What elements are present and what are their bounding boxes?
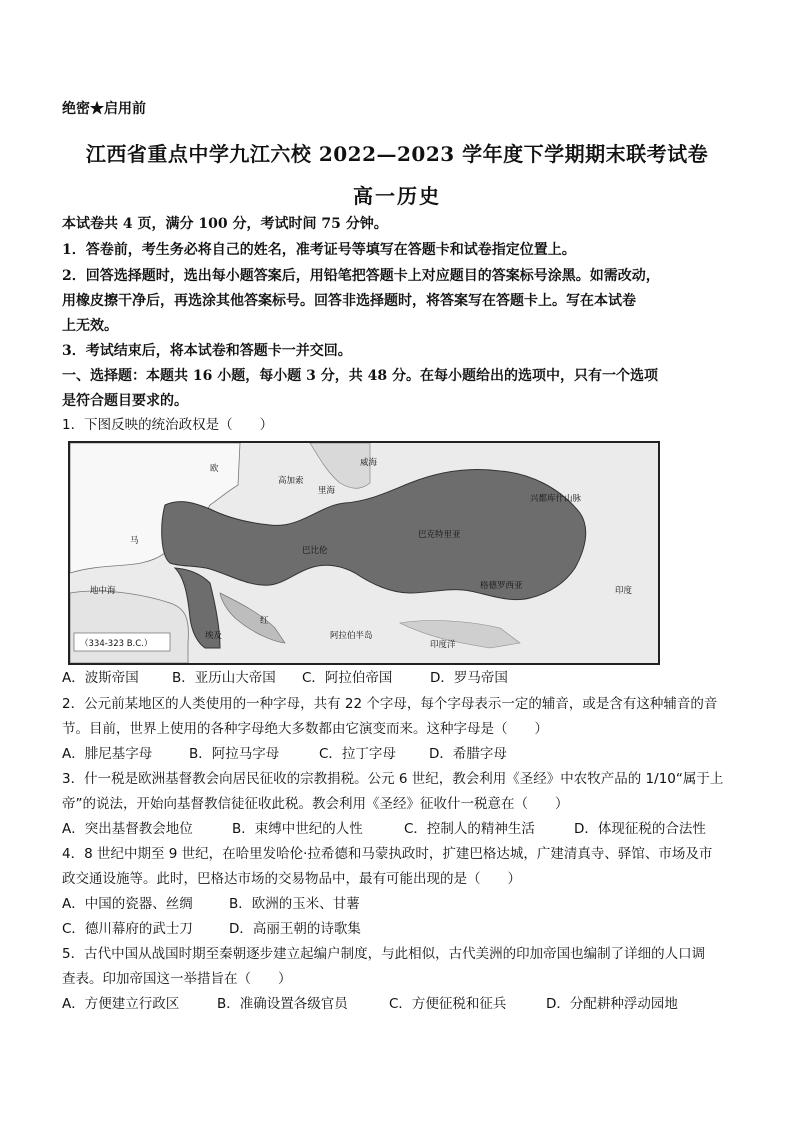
- question-3-stem: 3．什一税是欧洲基督教会向居民征收的宗教捐税。公元 6 世纪，教会利用《圣经》中农牧产品的 1/10“属于上: [62, 771, 724, 787]
- question-5-stem: 5．古代中国从战国时期至秦朝逐步建立起编户制度，与此相似，古代美洲的印加帝国也编制了详细的人口调: [62, 946, 706, 962]
- option-d[interactable]: D．高丽王朝的诗歌集: [229, 921, 361, 937]
- option-a[interactable]: A．腓尼基字母: [62, 746, 153, 762]
- question-2-options: [62, 744, 742, 764]
- instruction-line: 1．答卷前，考生务必将自己的姓名，准考证号等填写在答题卡和试卷指定位置上。: [62, 242, 576, 258]
- empire-map: [70, 443, 658, 663]
- option-d[interactable]: D．分配耕种浮动园地: [546, 996, 678, 1012]
- option-b[interactable]: B．欧洲的玉米、甘薯: [229, 896, 360, 912]
- option-b[interactable]: B．亚历山大帝国: [172, 670, 276, 686]
- option-c[interactable]: C．拉丁字母: [319, 746, 396, 762]
- option-a[interactable]: A．中国的瓷器、丝绸: [62, 896, 193, 912]
- option-a[interactable]: A．突出基督教会地位: [62, 821, 193, 837]
- map-label: 欧: [210, 464, 219, 474]
- option-d[interactable]: D．体现征税的合法性: [574, 821, 706, 837]
- option-c[interactable]: C．方便征税和征兵: [389, 996, 507, 1012]
- question-3-stem: 帝”的说法，开始向基督教信徒征收此税。教会利用《圣经》征收什一税意在（ ）: [62, 796, 569, 812]
- map-label: 印度: [615, 586, 633, 596]
- question-2-stem: 节。目前，世界上使用的各种字母绝大多数都由它演变而来。这种字母是（ ）: [62, 721, 548, 737]
- question-4-stem: 4．8 世纪中期至 9 世纪，在哈里发哈伦·拉希德和马蒙执政时，扩建巴格达城，广建清真寺、驿馆、市场及市: [62, 846, 713, 862]
- question-5-options: [62, 994, 742, 1014]
- question-1-stem: 1．下图反映的统治政权是（ ）: [62, 417, 274, 433]
- question-4-options: [62, 919, 742, 939]
- option-b[interactable]: B．束缚中世纪的人性: [232, 821, 363, 837]
- option-a[interactable]: A．波斯帝国: [62, 670, 139, 686]
- map-label: 巴克特里亚: [418, 530, 461, 540]
- map-label: 里海: [318, 486, 336, 496]
- option-c[interactable]: C．阿拉伯帝国: [302, 670, 393, 686]
- map-label: 马: [130, 536, 139, 546]
- instruction-line: 3．考试结束后，将本试卷和答题卡一并交回。: [62, 343, 352, 359]
- map-label: 埃及: [205, 631, 223, 641]
- map-label: 红: [260, 616, 269, 626]
- map-label: 阿拉伯半岛: [330, 631, 373, 641]
- option-d[interactable]: D．罗马帝国: [430, 670, 508, 686]
- instruction-line: 上无效。: [62, 318, 118, 334]
- option-b[interactable]: B．阿拉马字母: [189, 746, 280, 762]
- question-4-stem: 政交通设施等。此时，巴格达市场的交易物品中，最有可能出现的是（ ）: [62, 871, 521, 887]
- map-label: 格德罗西亚: [480, 581, 523, 591]
- section-heading: 是符合题目要求的。: [62, 393, 188, 409]
- option-d[interactable]: D．希腊字母: [429, 746, 507, 762]
- map-label: 巴比伦: [302, 546, 328, 556]
- map-label: 威海: [360, 458, 378, 468]
- map-label: 兴都库什山脉: [530, 494, 582, 504]
- exam-title: 江西省重点中学九江六校 2022—2023 学年度下学期期末联考试卷: [85, 142, 709, 166]
- question-4-options: [62, 894, 742, 914]
- option-c[interactable]: C．控制人的精神生活: [404, 821, 535, 837]
- map-label: 地中海: [90, 586, 116, 596]
- map-label: 高加索: [278, 476, 304, 486]
- map-date-label: （334-323 B.C.）: [80, 639, 153, 649]
- question-5-stem: 查表。印加帝国这一举措旨在（ ）: [62, 971, 292, 987]
- instruction-line: 本试卷共 4 页，满分 100 分，考试时间 75 分钟。: [62, 216, 388, 232]
- question-2-stem: 2．公元前某地区的人类使用的一种字母，共有 22 个字母，每个字母表示一定的辅音，或是含有这种辅音的音: [62, 696, 718, 712]
- question-3-options: [62, 819, 742, 839]
- option-c[interactable]: C．德川幕府的武士刀: [62, 921, 193, 937]
- instruction-line: 用橡皮擦干净后，再选涂其他答案标号。回答非选择题时，将答案写在答题卡上。写在本试卷: [62, 293, 636, 309]
- option-a[interactable]: A．方便建立行政区: [62, 996, 180, 1012]
- question-1-options: [62, 668, 742, 688]
- option-b[interactable]: B．准确设置各级官员: [217, 996, 348, 1012]
- secret-mark: 绝密★启用前: [62, 101, 146, 117]
- map-figure: [68, 441, 660, 665]
- instruction-line: 2．回答选择题时，选出每小题答案后，用铅笔把答题卡上对应题目的答案标号涂黑。如需改动，: [62, 268, 660, 284]
- map-label: 印度洋: [430, 640, 456, 650]
- subject-title: 高一历史: [353, 184, 441, 208]
- section-heading: 一、选择题：本题共 16 小题，每小题 3 分，共 48 分。在每小题给出的选项中，只有一个选项: [62, 368, 658, 384]
